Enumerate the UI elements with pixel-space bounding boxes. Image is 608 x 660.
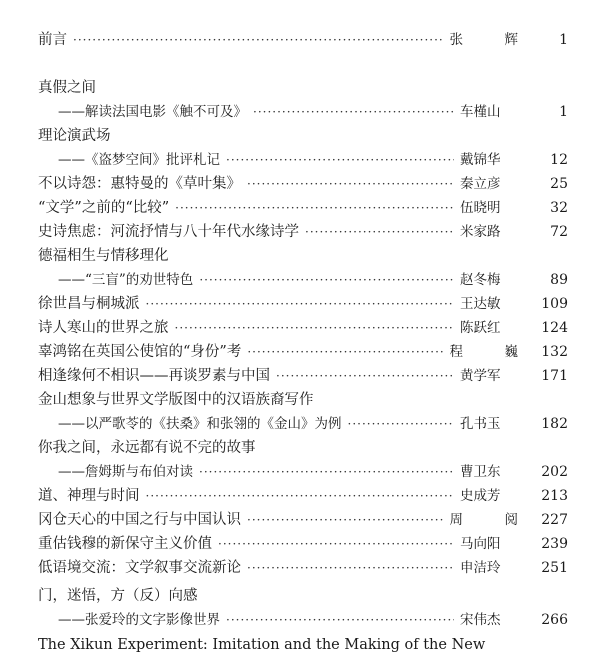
entry-page: 1 — [559, 104, 568, 120]
entry-author: 戴锦华 — [460, 152, 501, 168]
entry-title: 辜鸿铭在英国公使馆的“身份”考 — [38, 344, 242, 360]
toc-entry — [38, 196, 568, 220]
entry-title: 低语境交流：文学叙事交流新论 — [38, 560, 241, 576]
entry-page: 171 — [541, 368, 568, 384]
toc-entry — [58, 100, 568, 124]
english-entry-title: The Xikun Experiment: Imitation and the Making of the New — [38, 637, 486, 653]
entry-title: 重估钱穆的新保守主义价值 — [38, 536, 212, 552]
dot-leader — [199, 268, 454, 292]
section-heading: 你我之间，永远都有说不完的故事 — [38, 440, 256, 456]
entry-page: 266 — [541, 612, 568, 628]
toc-entry — [58, 412, 568, 436]
dot-leader — [226, 608, 454, 632]
dot-leader — [247, 340, 443, 364]
entry-page: 12 — [550, 152, 568, 168]
entry-title: 诗人寒山的世界之旅 — [38, 320, 169, 336]
entry-author: 史成芳 — [460, 488, 501, 504]
entry-author: 宋伟杰 — [460, 612, 501, 628]
entry-page: 202 — [541, 464, 568, 480]
entry-author: 王达敏 — [460, 296, 501, 312]
entry-page: 132 — [541, 344, 568, 360]
entry-title: 史诗焦虑：河流抒情与八十年代水缘诗学 — [38, 224, 299, 240]
section-heading: 金山想象与世界文学版图中的汉语族裔写作 — [38, 392, 314, 408]
entry-author: 程 巍 — [449, 344, 532, 360]
toc-entry — [58, 268, 568, 292]
section-heading: 德福相生与情移理化 — [38, 248, 169, 264]
entry-page: 72 — [550, 224, 568, 240]
entry-author: 马向阳 — [460, 536, 501, 552]
entry-title: ——詹姆斯与布伯对读 — [58, 464, 193, 480]
entry-title: ——解读法国电影《触不可及》 — [58, 104, 247, 120]
section-heading: 门，迷悟，方（反）向感 — [38, 588, 198, 604]
entry-title: ——《盗梦空间》批评札记 — [58, 152, 220, 168]
entry-page: 25 — [550, 176, 568, 192]
dot-leader — [305, 220, 454, 244]
entry-title: 前言 — [38, 32, 67, 48]
entry-author: 伍晓明 — [460, 200, 501, 216]
dot-leader — [348, 412, 455, 436]
entry-title: “文学”之前的“比较” — [38, 200, 170, 216]
entry-author: 黄学军 — [460, 368, 501, 384]
entry-page: 239 — [541, 536, 568, 552]
dot-leader — [146, 292, 455, 316]
section-heading: 真假之间 — [38, 80, 96, 96]
entry-page: 124 — [541, 320, 568, 336]
dot-leader — [73, 28, 444, 52]
section-heading: 理论演武场 — [38, 128, 111, 144]
entry-author: 申洁玲 — [460, 560, 501, 576]
dot-leader — [175, 316, 455, 340]
entry-page: 251 — [541, 560, 568, 576]
entry-author: 周 阅 — [449, 512, 532, 528]
entry-title: 徐世昌与桐城派 — [38, 296, 140, 312]
toc-entry — [58, 608, 568, 632]
entry-page: 182 — [541, 416, 568, 432]
toc-entry — [38, 364, 568, 388]
entry-page: 89 — [550, 272, 568, 288]
toc-entry — [38, 508, 568, 532]
toc-entry — [38, 556, 568, 580]
dot-leader — [226, 148, 454, 172]
entry-author: 孔书玉 — [460, 416, 501, 432]
entry-title: ——“三盲”的劝世特色 — [58, 272, 194, 288]
entry-author: 秦立彦 — [460, 176, 501, 192]
dot-leader — [218, 532, 454, 556]
dot-leader — [175, 196, 454, 220]
toc-entry — [38, 340, 568, 364]
entry-author: 米家路 — [460, 224, 501, 240]
entry-title: ——张爱玲的文字影像世界 — [58, 612, 220, 628]
toc-entry — [58, 148, 568, 172]
toc-entry — [38, 292, 568, 316]
entry-title: 道、神理与时间 — [38, 488, 140, 504]
entry-author: 陈跃红 — [460, 320, 501, 336]
toc-entry — [38, 220, 568, 244]
entry-page: 227 — [541, 512, 568, 528]
entry-page: 1 — [559, 32, 568, 48]
toc-entry — [38, 172, 568, 196]
dot-leader — [276, 364, 454, 388]
dot-leader — [199, 460, 454, 484]
toc-entry — [38, 316, 568, 340]
dot-leader — [247, 172, 454, 196]
toc-entry-preface — [38, 28, 568, 52]
toc-entry — [38, 532, 568, 556]
entry-author: 曹卫东 — [460, 464, 501, 480]
dot-leader — [247, 508, 444, 532]
toc-entry — [58, 460, 568, 484]
entry-title: 冈仓天心的中国之行与中国认识 — [38, 512, 241, 528]
toc-entry — [38, 484, 568, 508]
entry-page: 109 — [541, 296, 568, 312]
dot-leader — [253, 100, 454, 124]
entry-title: 相逢缘何不相识——再谈罗素与中国 — [38, 368, 270, 384]
entry-page: 213 — [541, 488, 568, 504]
entry-author: 赵冬梅 — [460, 272, 501, 288]
dot-leader — [146, 484, 455, 508]
entry-title: ——以严歌苓的《扶桑》和张翎的《金山》为例 — [58, 416, 342, 432]
entry-author: 张 辉 — [449, 32, 532, 48]
dot-leader — [247, 556, 454, 580]
entry-title: 不以诗怨：惠特曼的《草叶集》 — [38, 176, 241, 192]
entry-author: 车槿山 — [460, 104, 501, 120]
entry-page: 32 — [550, 200, 568, 216]
